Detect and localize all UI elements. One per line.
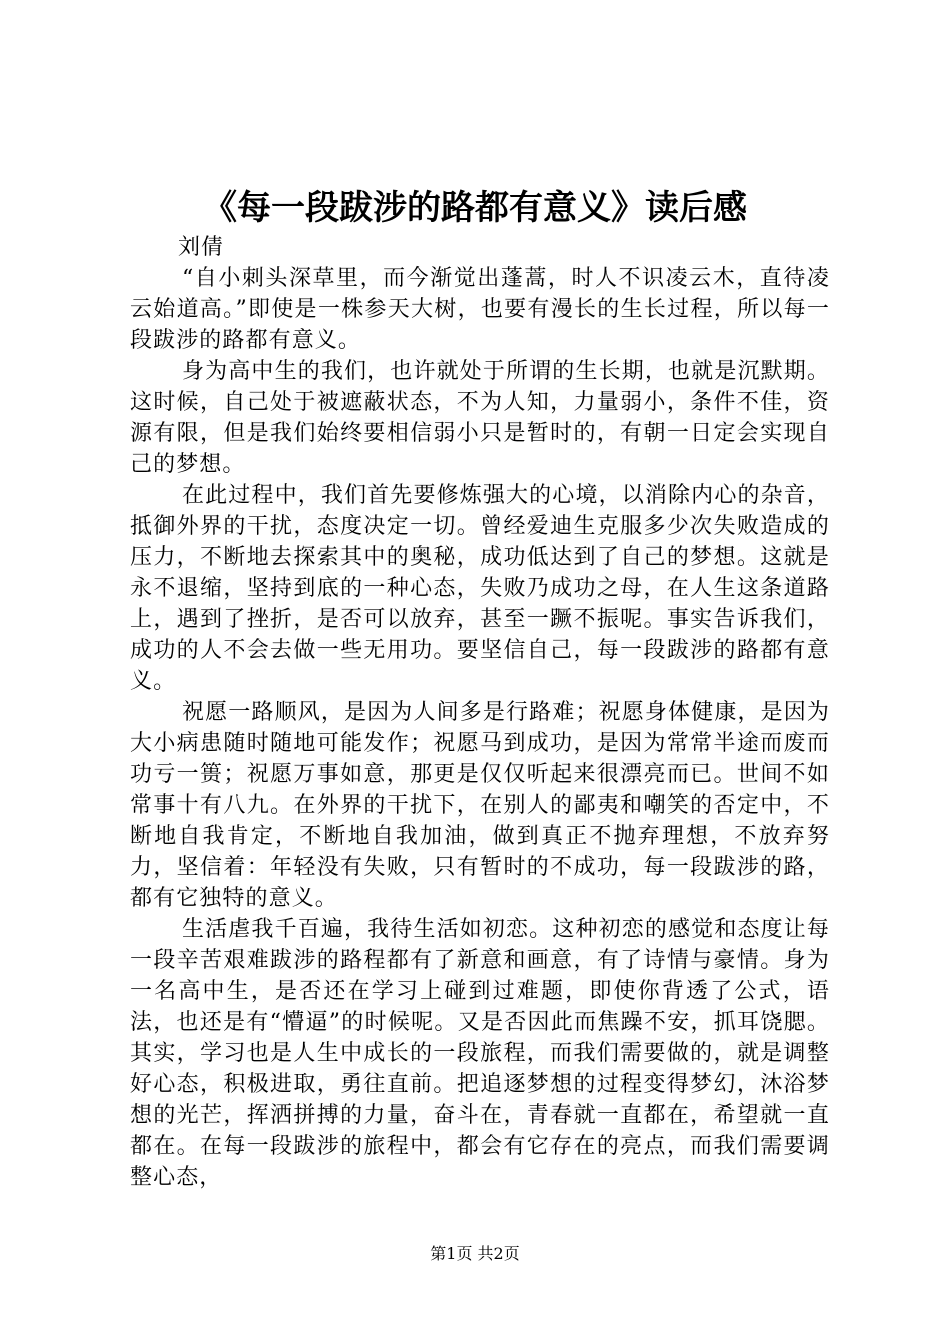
paragraph-3: 在此过程中，我们首先要修炼强大的心境，以消除内心的杂音，抵御外界的干扰，态度决定一切。曾经爱迪生克服多少次失败造成的压力，不断地去探索其中的奥秘，成功低达到了自己的梦想。这就是永不退缩，坚持到底的一种心态，失败乃成功之母，在人生这条道路上，遇到了挫折，是否可以放弃，甚至一蹶不振呢。事实告诉我们，成功的人不会去做一些无用功。要坚信自己，每一段跋涉的路都有意义。 [130,483,830,694]
page-footer: 第1页 共2页 [430,1244,520,1263]
document-title: 《每一段跋涉的路都有意义》读后感 [203,188,747,228]
paragraph-1: “自小刺头深草里，而今渐觉出蓬蒿，时人不识凌云木，直待凌云始道高。”即使是一株参天大树，也要有漫长的生长过程，所以每一段跋涉的路都有意义。 [130,266,830,353]
paragraph-4: 祝愿一路顺风，是因为人间多是行路难；祝愿身体健康，是因为大小病患随时随地可能发作；祝愿马到成功，是因为常常半途而废而功亏一篑；祝愿万事如意，那更是仅仅听起来很漂亮而已。世间不如常事十有八九。在外界的干扰下，在别人的鄙夷和嘲笑的否定中，不断地自我肯定，不断地自我加油，做到真正不抛弃理想，不放弃努力，坚信着：年轻没有失败，只有暂时的不成功，每一段跋涉的路，都有它独特的意义。 [130,700,830,911]
author-name: 刘倩 [178,235,225,260]
paragraph-5: 生活虐我千百遍，我待生活如初恋。这种初恋的感觉和态度让每一段辛苦艰难跋涉的路程都有了新意和画意，有了诗情与豪情。身为一名高中生，是否还在学习上碰到过难题，即使你背透了公式，语法，也还是有“懵逼”的时候呢。又是否因此而焦躁不安，抓耳饶腮。其实，学习也是人生中成长的一段旅程，而我们需要做的，就是调整好心态，积极进取，勇往直前。把追逐梦想的过程变得梦幻，沐浴梦想的光芒，挥洒拼搏的力量，奋斗在，青春就一直都在，希望就一直都在。在每一段跋涉的旅程中，都会有它存在的亮点，而我们需要调整心态， [130,917,830,1190]
document-body [130,232,830,1193]
paragraph-2: 身为高中生的我们，也许就处于所谓的生长期，也就是沉默期。这时候，自己处于被遮蔽状态，不为人知，力量弱小，条件不佳，资源有限，但是我们始终要相信弱小只是暂时的，有朝一日定会实现自己的梦想。 [130,359,830,477]
